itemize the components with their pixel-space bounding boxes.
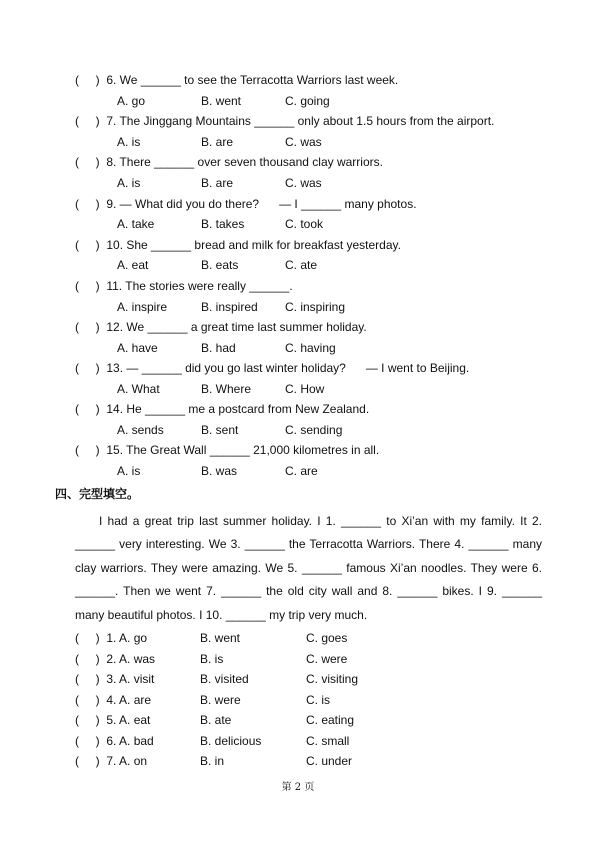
option-a: A. take (117, 217, 155, 231)
answer-paren[interactable]: ( ) (75, 155, 100, 169)
option-a: A. is (117, 464, 141, 478)
answer-paren[interactable]: ( ) (75, 197, 100, 211)
option-a: A. is (117, 135, 141, 149)
answer-paren[interactable]: ( ) (75, 713, 100, 727)
passage-line: ______. Then we went 7. ______ the old city wall and 8. ______ bikes. I 9. ______ (75, 584, 542, 599)
question-7 (75, 113, 494, 129)
option-b: B. was (201, 464, 238, 478)
option-a: A. sends (117, 423, 164, 437)
option-a: 7. A. on (106, 754, 148, 768)
answer-paren[interactable]: ( ) (75, 754, 100, 768)
cloze-item-4 (75, 692, 151, 708)
option-b: B. ate (200, 713, 232, 727)
answer-paren[interactable]: ( ) (75, 652, 100, 666)
answer-paren[interactable]: ( ) (75, 114, 100, 128)
option-c: C. under (306, 754, 353, 768)
cloze-item-7 (75, 753, 147, 769)
question-text: 14. He ______ me a postcard from New Zealand. (106, 402, 370, 416)
option-b: B. are (201, 176, 234, 190)
question-text: 11. The stories were really ______. (106, 279, 293, 293)
option-a: A. What (117, 382, 160, 396)
option-b: B. went (200, 631, 241, 645)
passage-line: ______ very interesting. We 3. ______ the Terracotta Warriors. There 4. ______ many (75, 537, 542, 552)
option-c: C. inspiring (285, 300, 346, 314)
cloze-passage (75, 510, 542, 627)
option-a: A. eat (117, 258, 149, 272)
option-c: C. having (285, 341, 336, 355)
option-c: C. took (285, 217, 324, 231)
option-b: B. had (201, 341, 236, 355)
answer-paren[interactable]: ( ) (75, 672, 100, 686)
question-text: 15. The Great Wall ______ 21,000 kilometres in all. (106, 443, 380, 457)
option-a: 6. A. bad (106, 734, 154, 748)
option-b: B. Where (201, 382, 252, 396)
cloze-item-3 (75, 671, 154, 687)
passage-line: many beautiful photos. I 10. ______ my trip very much. (75, 607, 368, 622)
option-c: C. is (306, 693, 330, 707)
option-c: C. small (306, 734, 350, 748)
cloze-item-2 (75, 651, 155, 667)
option-b: B. were (200, 693, 241, 707)
answer-paren[interactable]: ( ) (75, 238, 100, 252)
question-14 (75, 401, 369, 417)
option-c: C. was (285, 135, 322, 149)
question-8 (75, 154, 383, 170)
option-c: C. sending (285, 423, 343, 437)
answer-paren[interactable]: ( ) (75, 279, 100, 293)
question-text: 12. We ______ a great time last summer holiday. (106, 320, 367, 334)
option-c: C. visiting (306, 672, 359, 686)
answer-paren[interactable]: ( ) (75, 734, 100, 748)
option-b: B. in (200, 754, 225, 768)
option-c: C. ate (285, 258, 318, 272)
option-b: B. takes (201, 217, 245, 231)
option-c: C. eating (306, 713, 355, 727)
answer-paren[interactable]: ( ) (75, 361, 100, 375)
passage-line: clay warriors. They were amazing. We 5. ______ famous Xi’an noodles. They were 6. (75, 560, 542, 575)
option-a: 3. A. visit (106, 672, 155, 686)
option-a: A. is (117, 176, 141, 190)
option-c: C. going (285, 94, 330, 108)
option-c: C. are (285, 464, 318, 478)
option-b: B. visited (200, 672, 249, 686)
answer-paren[interactable]: ( ) (75, 631, 100, 645)
cloze-item-6 (75, 733, 154, 749)
option-a: 4. A. are (106, 693, 152, 707)
option-a: 5. A. eat (106, 713, 151, 727)
option-b: B. are (201, 135, 234, 149)
question-13 (75, 360, 469, 376)
question-text: 8. There ______ over seven thousand clay warriors. (106, 155, 383, 169)
cloze-item-1 (75, 630, 147, 646)
question-9 (75, 196, 417, 212)
passage-line: I had a great trip last summer holiday. I 1. ______ to Xi’an with my family. It 2. (99, 514, 542, 528)
answer-paren[interactable]: ( ) (75, 443, 100, 457)
question-6 (75, 72, 398, 88)
question-text: 6. We ______ to see the Terracotta Warriors last week. (106, 73, 399, 87)
option-a: A. go (117, 94, 146, 108)
option-a: A. inspire (117, 300, 168, 314)
question-15 (75, 442, 379, 458)
answer-paren[interactable]: ( ) (75, 73, 100, 87)
option-a: A. have (117, 341, 158, 355)
option-b: B. is (200, 652, 224, 666)
answer-paren[interactable]: ( ) (75, 402, 100, 416)
option-c: C. How (285, 382, 325, 396)
option-b: B. went (201, 94, 242, 108)
question-text: 13. — ______ did you go last winter holiday? — I went to Beijing. (106, 361, 470, 375)
question-text: 7. The Jinggang Mountains ______ only about 1.5 hours from the airport. (106, 114, 495, 128)
option-b: B. sent (201, 423, 239, 437)
question-text: 10. She ______ bread and milk for breakfast yesterday. (106, 238, 401, 252)
option-c: C. was (285, 176, 322, 190)
question-12 (75, 319, 367, 335)
answer-paren[interactable]: ( ) (75, 693, 100, 707)
section-heading: 四、完型填空。 (55, 487, 140, 501)
answer-paren[interactable]: ( ) (75, 320, 100, 334)
question-text: 9. — What did you do there? — I ______ many photos. (106, 197, 417, 211)
option-c: C. goes (306, 631, 348, 645)
cloze-item-5 (75, 712, 150, 728)
option-b: B. delicious (200, 734, 262, 748)
option-a: 2. A. was (106, 652, 156, 666)
option-c: C. were (306, 652, 348, 666)
question-10 (75, 237, 401, 253)
option-a: 1. A. go (106, 631, 148, 645)
question-11 (75, 278, 293, 294)
page-number: 第 2 页 (281, 782, 315, 793)
option-b: B. inspired (201, 300, 258, 314)
option-b: B. eats (201, 258, 239, 272)
